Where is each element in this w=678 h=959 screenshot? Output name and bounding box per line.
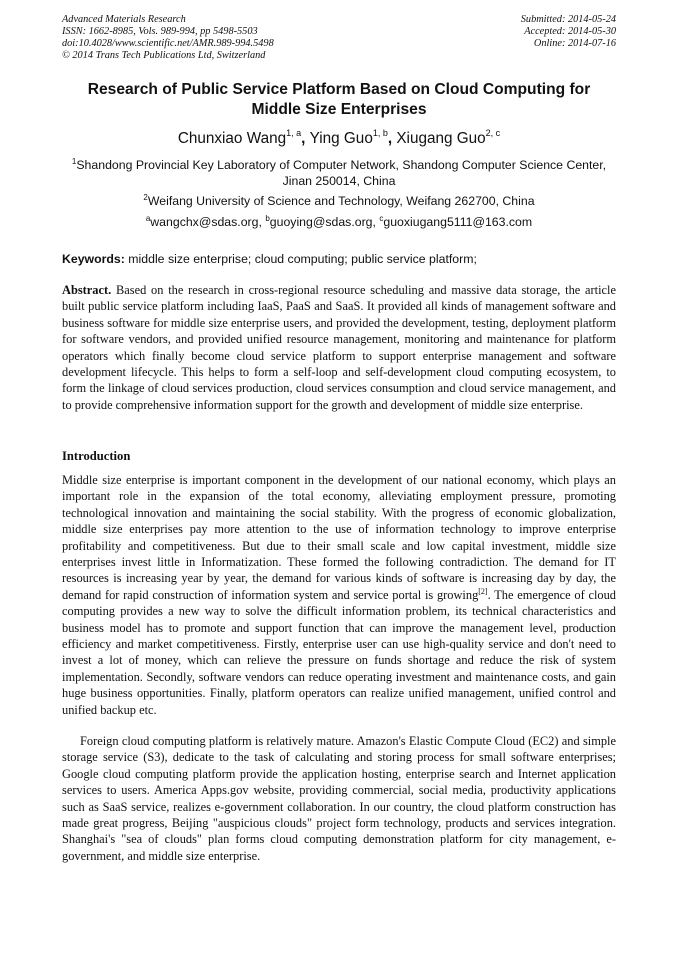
keywords-line [62, 251, 616, 267]
affiliation-mark: 1 [71, 157, 77, 166]
paragraph-text: Middle size enterprise is important component in the development of our national economy, which plays an important role in the expansion of the total economy, alleviating employment pressure, promoting technological innovation and maintaining the social stability. With the progress of economic globalization, middle size enterprises pay more attention to the use of information technology to improve enterprise profitability and competitiveness. But due to their small scale and low capital investment, middle size enterprises invest little in Informatization. These formed the following contradiction. The demand for IT resources is increasing year by year, the demand for various kinds of software is increasing day by day, the demand for rapid construction of information system and service portal is growing [62, 473, 616, 602]
abstract-label: Abstract. [62, 283, 112, 297]
intro-paragraph-1 [62, 472, 616, 718]
journal-header-right [521, 14, 616, 50]
author-name: Ying Guo [309, 130, 373, 147]
email-address[interactable]: guoxiugang5111@163.com [383, 215, 533, 229]
email-mark: c [379, 214, 384, 223]
author-name: Xiugang Guo [396, 130, 486, 147]
intro-paragraph-2: Foreign cloud computing platform is relatively mature. Amazon's Elastic Compute Cloud (EC2) and simple storage service (S3), dedicate to the task of calculating and storing process for small software enterprises; Google cloud computing platform provide the application hosting, enterprise search and Internet application services to users. America Apps.gov website, providing commercial, social media, productivity applications such as SaaS service, realizes e-government collaboration. In our country, the cloud platform construction has made great progress, Beijing "auspicious clouds" project form technology, products and services integration. Shanghai's "sea of clouds" plan forms cloud computing demonstration platform for city management, e-government, and middle size enterprise. [62, 734, 616, 863]
author-list: Chunxiao Wang$^{1, a}$, Ying Guo$^{1, b}$, Xiugang Guo$^{2, c}$ [177, 128, 501, 147]
keywords-text: middle size enterprise; cloud computing; public service platform; [128, 252, 477, 266]
copyright-line: © 2014 Trans Tech Publications Ltd, Switzerland [62, 50, 266, 61]
paragraph-text: . The emergence of cloud computing provides a new way to solve the difficult information problem, its technical characteristics and business model has to promote and support function that can improve the management level, production efficiency and market competitiveness. Firstly, enterprise user can use high-quality service and don't need to invest a lot of money, which can relieve the pressure on funds shortage and reduce the risk of system implementation. Secondly, software vendors can reduce operating investment and maintenance costs, and gain huge business opportunities. Finally, platform operators can realize unified management, unified control and unified backup etc. [62, 587, 616, 717]
author-affil-mark: 1, a [286, 128, 302, 138]
affiliation-2 [62, 193, 616, 209]
author-name: Chunxiao Wang [177, 130, 287, 147]
abstract-text: Based on the research in cross-regional resource scheduling and massive data storage, the article built public service platform including IaaS, PaaS and SaaS. It provided all kinds of management software and business software for middle size enterprise users, and provided the development, testing, deployment platform for software vendors, and provided unified resource management, monitoring and maintenance for platform operators which finally become cloud service platform to support enterprise management and software development lifecycle. This helps to form a self-loop and self-development cloud computing ecosystem, to form the linkage of cloud services production, cloud services consumption and cloud service management, and to provide comprehensive information support for the growth and development of middle size enterprise. [62, 283, 616, 412]
abstract-paragraph [62, 282, 616, 413]
journal-name: Advanced Materials Research [62, 14, 186, 25]
accepted-date: Accepted: 2014-05-30 [524, 26, 616, 37]
keywords-label: Keywords: [62, 252, 125, 266]
online-date: Online: 2014-07-16 [533, 38, 616, 49]
email-address[interactable]: wangchx@sdas.org [150, 215, 259, 229]
paper-title: Research of Public Service Platform Based on Cloud Computing for Middle Size Enterprises [87, 81, 591, 118]
affiliation-1 [62, 157, 616, 189]
author-affil-mark: 2, c [485, 128, 501, 138]
affiliation-mark: 2 [143, 193, 148, 202]
citation-reference[interactable]: [2] [478, 586, 488, 596]
issn-line: ISSN: 1662-8985, Vols. 989-994, pp 5498-5503 [62, 26, 258, 37]
email-mark: b [265, 214, 270, 223]
affiliation-text: Shandong Provincial Key Laboratory of Computer Network, Shandong Computer Science Center, Jinan 250014, China [76, 158, 607, 188]
email-mark: a [145, 214, 151, 223]
email-list: $^a$wangchx@sdas.org, $^b$guoying@sdas.org, $^c$guoxiugang5111@163.com [145, 214, 533, 229]
journal-header-left [62, 14, 274, 62]
section-heading-introduction: Introduction [62, 449, 131, 463]
email-address[interactable]: guoying@sdas.org [269, 215, 373, 229]
affiliation-text: Weifang University of Science and Technology, Weifang 262700, China [147, 194, 535, 208]
doi-line: doi:10.4028/www.scientific.net/AMR.989-994.5498 [62, 38, 274, 49]
author-affil-mark: 1, b [372, 128, 388, 138]
submitted-date: Submitted: 2014-05-24 [520, 14, 616, 25]
